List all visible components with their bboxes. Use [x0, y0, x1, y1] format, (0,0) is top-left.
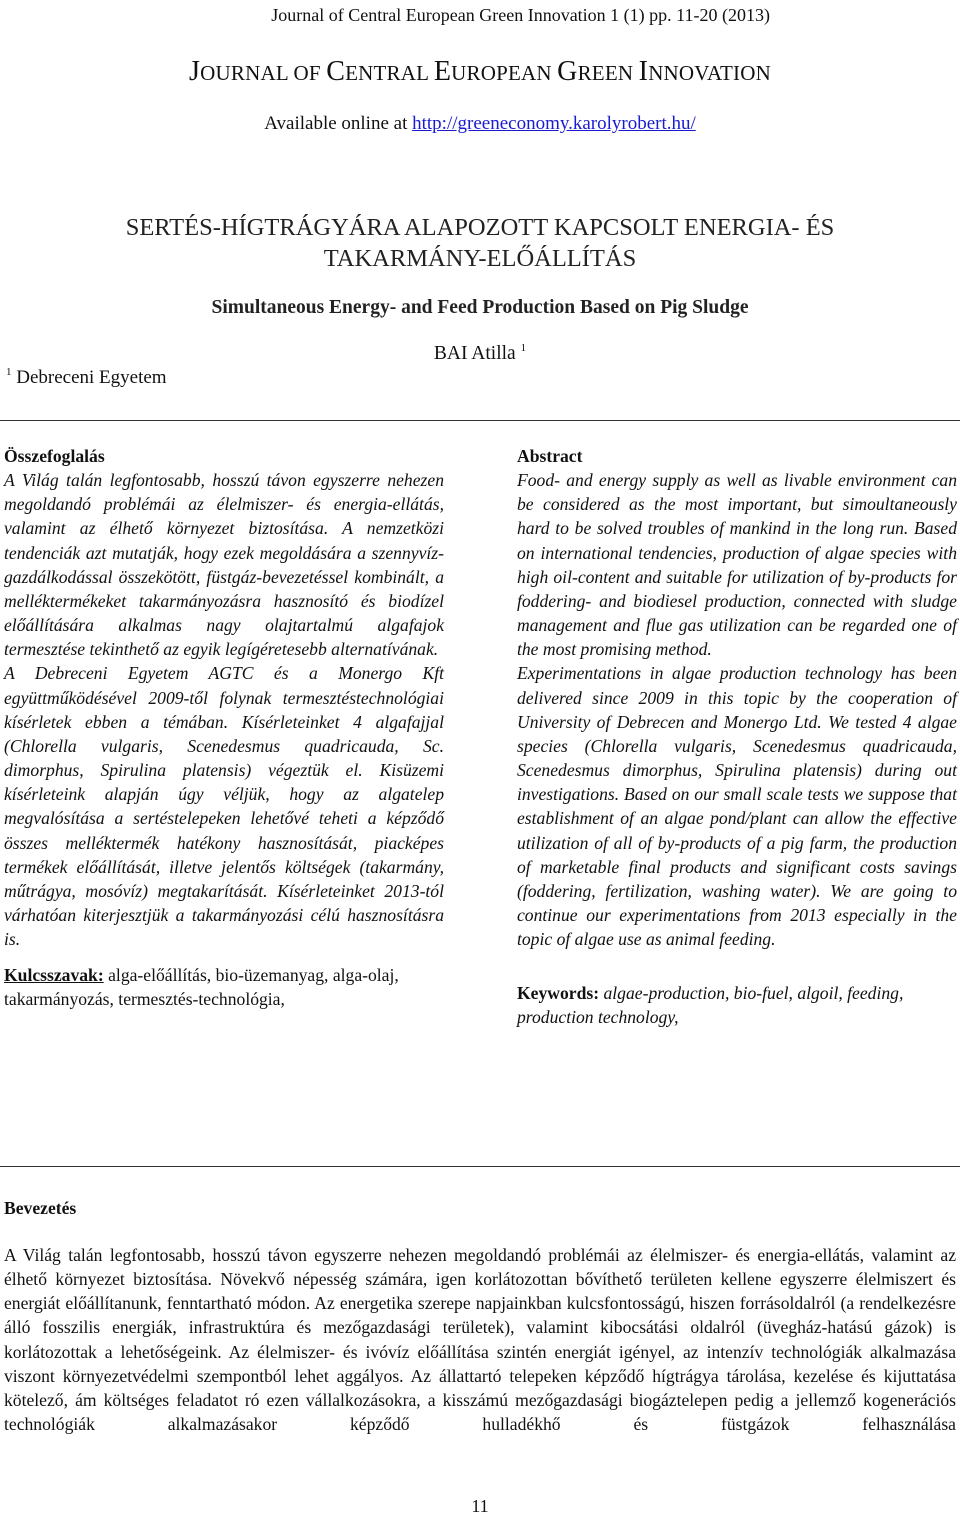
keywords-hu-label: Kulcsszavak: [4, 965, 104, 986]
abstract-en-heading: Abstract [517, 446, 583, 466]
running-head: Journal of Central European Green Innovation 1 (1) pp. 11-20 (2013) [271, 5, 770, 25]
abstract-english [517, 444, 957, 1030]
page-number: 11 [471, 1496, 489, 1516]
keywords-hu-text: alga-előállítás, bio-üzemanyag, alga-olaj, takarmányozás, termesztés-technológia, [4, 965, 399, 1010]
introduction-heading: Bevezetés [4, 1198, 77, 1218]
english-title: Simultaneous Energy- and Feed Production Based on Pig Sludge [211, 297, 749, 318]
author: BAI Atilla $^1$ [433, 342, 527, 364]
paper-title [0, 212, 960, 274]
keywords-en-text: algae-production, bio-fuel, algoil, feeding, production technology, [517, 983, 904, 1028]
keywords-en [517, 981, 957, 1029]
abstract-hu-paragraph-2: A Debreceni Egyetem AGTC és a Monergo Kft együttműködésével 2009-től folynak termesztéstechnológiai kísérletek ebben a témában. Kísérleteinket 4 algafajjal (Chlorella vulgaris, Scenedesmus quadricauda, Sc. dimorphus, Spirulina platensis) végeztük el. Kisüzemi kísérleteink alapján úgy véljük, hogy az algatelep megvalósítása a sertéstelepeken lehetővé teheti a képződő összes melléktermék hatékony hasznosítását, piacképes termékek előállítását, illetve jelentős költségek (takarmány, műtrágya, mosóvíz) megtakarítását. Kísérleteinket 2013-tól várhatóan kiterjesztjük a takarmányozási célú hasznosításra is. [4, 663, 444, 950]
journal-title: JOURNAL OF CENTRAL EUROPEAN GREEN INNOVATION [189, 56, 771, 87]
abstract-hungarian [4, 444, 444, 1012]
abstract-divider [0, 1166, 960, 1167]
abstract-en-paragraph-1: Food- and energy supply as well as livable environment can be considered as the most important, but simoultaneously hard to be solved troubles of mankind in the long run. Based on international tendencies, production of algae species with high oil-content and suitable for utilization of by-products for foddering- and biodiesel production, connected with sludge management and flue gas utilization can be regarded one of the most promising method. [517, 470, 957, 660]
availability-line: Available online at http://greeneconomy.karolyrobert.hu/ [264, 113, 696, 134]
affiliation: $^1$ Debreceni Egyetem [6, 366, 167, 388]
journal-url-link[interactable]: http://greeneconomy.karolyrobert.hu/ [412, 113, 696, 134]
abstract-hu-heading: Összefoglalás [4, 446, 105, 466]
keywords-en-label: Keywords: [517, 983, 600, 1004]
paper-title-line-1: SERTÉS-HÍGTRÁGYÁRA ALAPOZOTT KAPCSOLT ENERGIA- ÉS [125, 214, 835, 241]
keywords-hu [4, 963, 444, 1011]
header-divider [0, 420, 960, 421]
paper-title-line-2: TAKARMÁNY-ELŐÁLLÍTÁS [323, 245, 637, 272]
abstract-en-paragraph-2: Experimentations in algae production technology has been delivered since 2009 in this topic by the cooperation of University of Debrecen and Monergo Ltd. We tested 4 algae species (Chlorella vulgaris, Scenedesmus quadricauda, Scenedesmus dimorphus, Spirulina platensis) during out investigations. Based on our small scale tests we suppose that establishment of an algae pond/plant can allow the effective utilization of all of by-products of a pig farm, the production of marketable final products and significant costs savings (foddering, fertilization, washing water). We are going to continue our experimentations from 2013 especially in the topic of algae use as animal feeding. [517, 663, 957, 950]
introduction-body: A Világ talán legfontosabb, hosszú távon egyszerre nehezen megoldandó problémái az élelmiszer- és energia-ellátás, valamint az élhető környezet biztosítása. Növekvő népesség számára, igen korlátozottan bővíthető területen kellene egyszerre élelmiszert és energiát előállítanunk, fenntartható módon. Az energetika szerepe napjainkban kulcsfontosságú, hiszen forrásoldalról (a rendelkezésre álló fosszilis energiák, infrastruktúra és mezőgazdasági területek), valamint kibocsátási oldalról (üvegház-hatású gázok) is korlátozottak a lehetőségeink. Az élelmiszer- és ivóvíz előállítása szintén energiát igényel, az intenzív technológiák alkalmazása viszont környezetvédelmi szempontból lehet aggályos. Az állattartó telepeken képződő hígtrágya tárolása, kezelése és kijuttatása kötelező, ám költséges feladatot ró ezen vállalkozásokra, a kisszámú mezőgazdasági biogáztelepen pedig a jellemző kogenerációs technológiák alkalmazásakor képződő hulladékhő és füstgázok felhasználása [4, 1245, 956, 1435]
abstract-hu-paragraph-1: A Világ talán legfontosabb, hosszú távon egyszerre nehezen megoldandó problémái az élelmiszer- és energia-ellátás, valamint az élhető környezet biztosítása. A nemzetközi tendenciák azt mutatják, hogy ezek megoldására a szennyvíz-gazdálkodással összekötött, füstgáz-bevezetéssel kombinált, a melléktermékeket takarmányozásra hasznosító és biodízel előállítására alkalmas nagy olajtartalmú algafajok termesztése tekinthető az egyik legígéretesebb alternatívának. [4, 470, 444, 660]
